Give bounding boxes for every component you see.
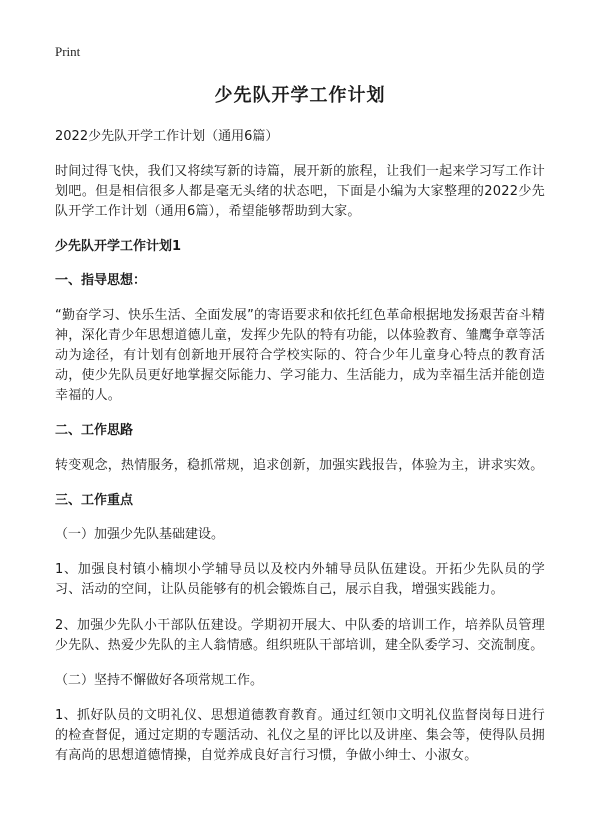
subsection-heading-foundation: （一）加强少先队基础建设。 (55, 527, 225, 542)
document-subtitle: 2022少先队开学工作计划（通用6篇） (55, 129, 279, 144)
routine-work-item-1: 1、抓好队员的文明礼仪、思想道德教育教育。通过红领巾文明礼仪监督岗每日进行的检查督促，通过定期的专题活动、礼仪之星的评比以及讲座、集会等，使得队员拥有高尚的思想道德情操，自觉养成良好言行习惯，争做小绅士、小淑女。 (55, 708, 545, 763)
document-title: 少先队开学工作计划 (214, 85, 386, 106)
plan-heading: 少先队开学工作计划1 (55, 239, 182, 254)
guiding-thought-paragraph: “勤奋学习、快乐生活、全面发展”的寄语要求和依托红色革命根据地发扬艰苦奋斗精神，深化青少年思想道德儿童，发挥少先队的特有功能，以体验教育、雏鹰争章等活动为途径，有计划有创新地开展符合学校实际的、符合少年儿童身心特点的教育活动，使少先队员更好地掌握交际能力、学习能力、生活能力，成为幸福生活并能创造幸福的人。 (55, 308, 545, 403)
section-heading-guiding-thought: 一、指导思想： (55, 273, 147, 288)
subsection-heading-routine-work: （二）坚持不懈做好各项常规工作。 (55, 673, 264, 688)
foundation-item-1: 1、加强良村镇小楠坝小学辅导员以及校内外辅导员队伍建设。开拓少先队员的学习、活动的空间，让队员能够有的机会锻炼自己，展示自我，增强实践能力。 (55, 562, 545, 597)
work-approach-paragraph: 转变观念，热情服务，稳抓常规，追求创新，加强实践报告，体验为主，讲求实效。 (55, 458, 544, 473)
foundation-item-2: 2、加强少先队小干部队伍建设。学期初开展大、中队委的培训工作，培养队员管理少先队、热爱少先队的主人翁情感。组织班队干部培训，建全队委学习、交流制度。 (55, 618, 545, 653)
intro-paragraph: 时间过得飞快，我们又将续写新的诗篇，展开新的旅程，让我们一起来学习写工作计划吧。但是相信很多人都是毫无头绪的状态吧，下面是小编为大家整理的2022少先队开学工作计划（通用6篇），希望能够帮助到大家。 (55, 164, 545, 219)
section-heading-work-approach: 二、工作思路 (55, 423, 134, 438)
section-heading-work-focus: 三、工作重点 (55, 493, 134, 508)
print-link[interactable]: Print (55, 44, 81, 59)
